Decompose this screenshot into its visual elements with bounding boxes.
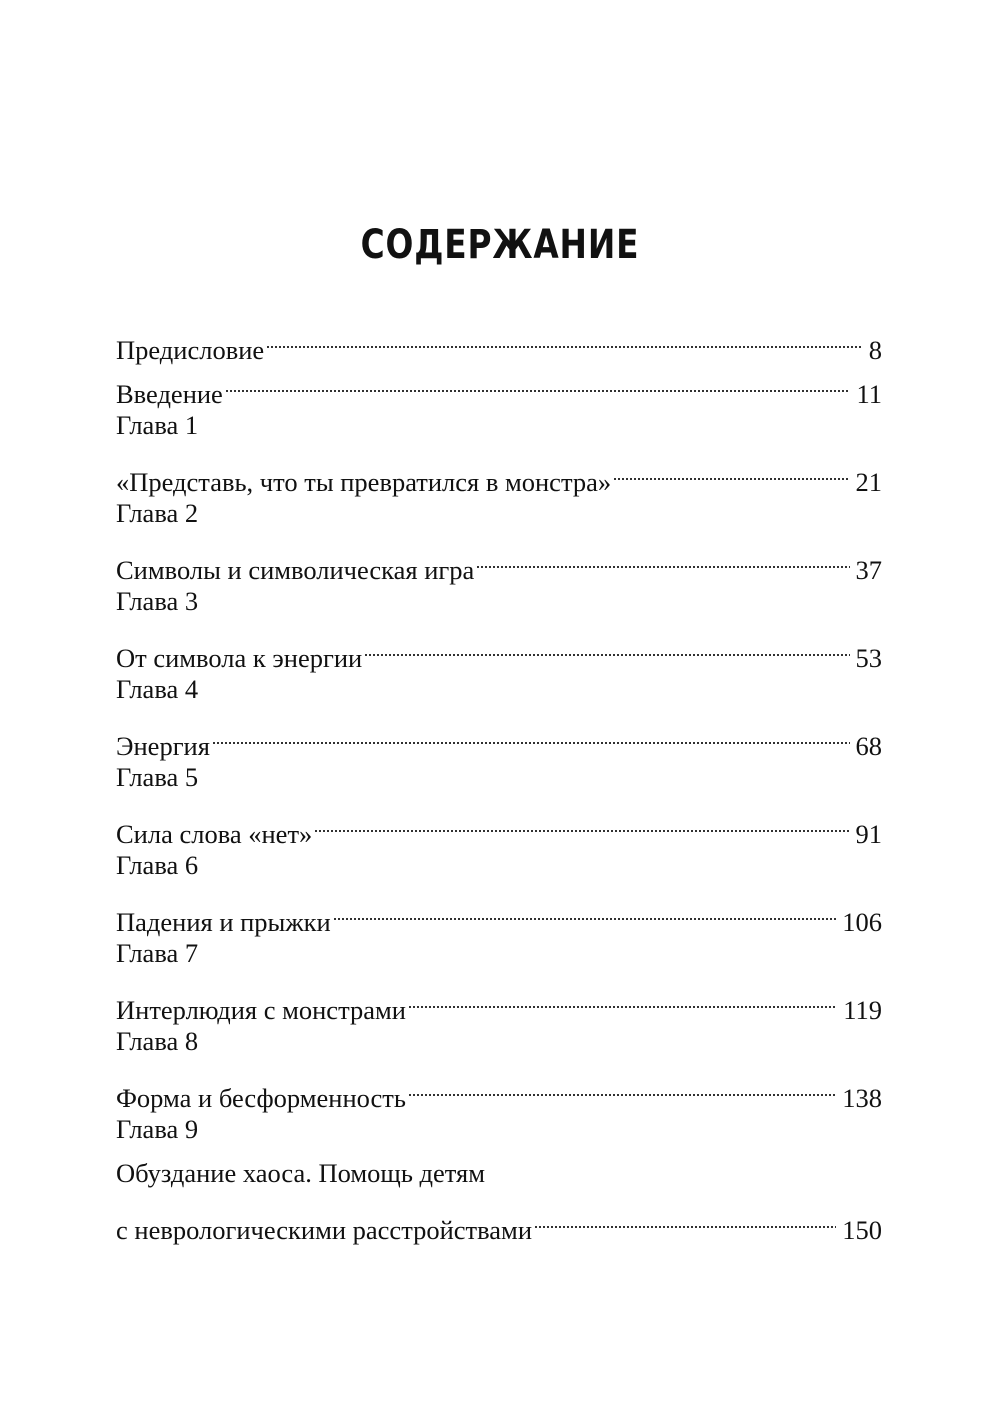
dot-leader [476, 535, 849, 579]
dot-leader [364, 623, 849, 667]
toc-entry-chapter-1[interactable] [116, 403, 882, 497]
toc-entry-title: Энергия [116, 731, 210, 761]
toc-page-number: 119 [843, 995, 882, 1025]
chapter-label: Глава 5 [116, 762, 199, 792]
chapter-label: Глава 4 [116, 674, 199, 704]
toc-entry-title-line-1: Обуздание хаоса. Помощь детям [116, 1158, 485, 1188]
toc-line [116, 359, 882, 409]
toc-entry-preface[interactable] [116, 315, 882, 365]
table-of-contents [116, 315, 882, 1245]
toc-entry-chapter-9[interactable] [116, 1107, 882, 1245]
toc-page-number: 53 [855, 643, 882, 673]
toc-entry-title: Падения и прыжки [116, 907, 331, 937]
toc-entry-title: Введение [116, 379, 223, 409]
dot-leader [408, 1063, 836, 1107]
chapter-label: Глава 8 [116, 1026, 199, 1056]
chapter-label: Глава 9 [116, 1114, 199, 1144]
toc-entry-chapter-8[interactable] [116, 1019, 882, 1113]
dot-leader [333, 887, 837, 931]
toc-entry-chapter-4[interactable] [116, 667, 882, 761]
toc-line [116, 623, 882, 673]
toc-entry-chapter-7[interactable] [116, 931, 882, 1025]
dot-leader [534, 1195, 836, 1239]
toc-entry-title: Символы и символическая игра [116, 555, 475, 585]
toc-entry-title: От символа к энергии [116, 643, 363, 673]
dot-leader [314, 799, 849, 843]
toc-entry-title-line-2: с неврологическими расстройствами [116, 1215, 533, 1245]
chapter-label: Глава 1 [116, 410, 199, 440]
toc-page-number: 21 [855, 467, 882, 497]
chapter-label: Глава 7 [116, 938, 199, 968]
toc-line [116, 1195, 882, 1245]
toc-page-number: 68 [855, 731, 882, 761]
toc-line [116, 1063, 882, 1113]
toc-line [116, 887, 882, 937]
toc-line [116, 975, 882, 1025]
toc-entry-title: Интерлюдия с монстрами [116, 995, 406, 1025]
toc-page-number: 138 [842, 1083, 882, 1113]
toc-entry-chapter-5[interactable] [116, 755, 882, 849]
toc-entry-title: Сила слова «нет» [116, 819, 313, 849]
dot-leader [225, 359, 851, 403]
toc-page-number: 37 [855, 555, 882, 585]
chapter-label: Глава 2 [116, 498, 199, 528]
chapter-label: Глава 3 [116, 586, 199, 616]
toc-entry-introduction[interactable] [116, 359, 882, 409]
toc-page-number: 91 [855, 819, 882, 849]
toc-entry-chapter-3[interactable] [116, 579, 882, 673]
toc-line [116, 447, 882, 497]
dot-leader [613, 447, 849, 491]
dot-leader [408, 975, 837, 1019]
toc-entry-title: «Представь, что ты превратился в монстра» [116, 467, 612, 497]
toc-line [116, 799, 882, 849]
chapter-label: Глава 6 [116, 850, 199, 880]
toc-page-number: 106 [842, 907, 882, 937]
toc-entry-chapter-2[interactable] [116, 491, 882, 585]
toc-entry-chapter-6[interactable] [116, 843, 882, 937]
toc-entry-title: Предисловие [116, 335, 265, 365]
toc-page-number: 8 [868, 335, 882, 365]
toc-page-number: 150 [842, 1215, 882, 1245]
page-title: СОДЕРЖАНИЕ [360, 222, 640, 268]
dot-leader [266, 315, 863, 359]
toc-line [116, 535, 882, 585]
toc-line [116, 315, 882, 365]
dot-leader [212, 711, 850, 755]
toc-page-number: 11 [856, 379, 882, 409]
toc-entry-title: Форма и бесформенность [116, 1083, 406, 1113]
toc-line [116, 711, 882, 761]
